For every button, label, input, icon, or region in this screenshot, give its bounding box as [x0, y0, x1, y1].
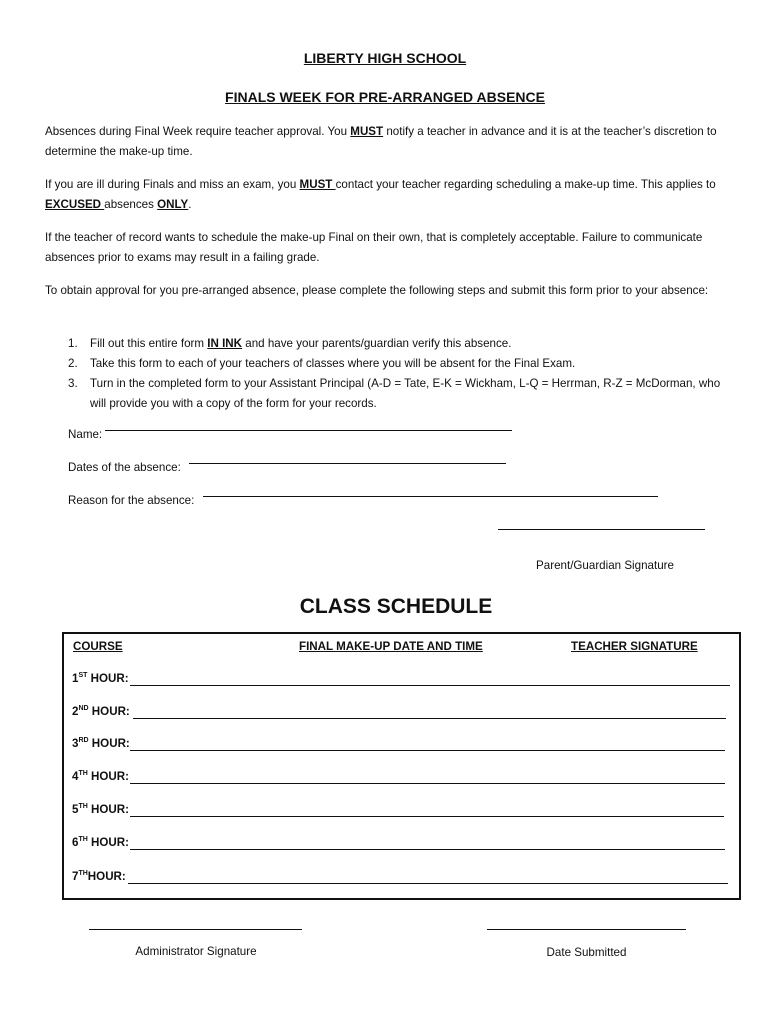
text-run: absences: [104, 198, 158, 211]
hour-number: 5: [72, 803, 79, 816]
hour-1-field[interactable]: [130, 685, 730, 686]
reason-field-label: Reason for the absence:: [68, 494, 195, 507]
hour-text: HOUR:: [87, 836, 130, 849]
parent-signature-label: Parent/Guardian Signature: [536, 559, 674, 572]
text-run: Take this form to each of your teachers of classes where you will be absent for the Final Exam.: [90, 357, 576, 370]
form-title: FINALS WEEK FOR PRE-ARRANGED ABSENCE: [225, 89, 545, 105]
hour-4-field[interactable]: [130, 783, 725, 784]
text-run: Absences during Final Week require teacher approval. You: [45, 125, 351, 138]
hour-number: 1: [72, 672, 79, 685]
hour-7-label: [72, 870, 126, 883]
hour-3-field[interactable]: [130, 750, 725, 751]
class-schedule-table: [62, 632, 741, 900]
name-field-label: Name:: [68, 428, 103, 441]
parent-signature-field[interactable]: [498, 529, 705, 530]
dates-field-label: Dates of the absence:: [68, 461, 181, 474]
date-submitted-label: Date Submitted: [546, 946, 627, 959]
dates-field[interactable]: [189, 463, 506, 464]
hour-ordinal: TH: [78, 770, 88, 777]
text-run: .: [188, 198, 192, 211]
administrator-signature-label: Administrator Signature: [135, 945, 257, 958]
hour-ordinal: ND: [78, 705, 89, 712]
hour-text: HOUR:: [87, 803, 130, 816]
hour-ordinal: RD: [78, 737, 89, 744]
text-run: If you are ill during Finals and miss an exam, you: [45, 178, 300, 191]
hour-text: HOUR:: [87, 770, 130, 783]
steps-list: [68, 334, 728, 414]
hour-number: 2: [72, 705, 79, 718]
hour-number: 7: [72, 870, 79, 883]
hour-4-label: [72, 770, 129, 783]
hour-5-field[interactable]: [130, 816, 724, 817]
emphasis-in-ink: IN INK: [207, 337, 243, 350]
name-field[interactable]: [105, 430, 512, 431]
hour-ordinal: TH: [78, 870, 88, 877]
hour-7-field[interactable]: [128, 883, 728, 884]
hour-number: 4: [72, 770, 79, 783]
list-item: [68, 334, 728, 354]
class-schedule-title: CLASS SCHEDULE: [299, 595, 493, 618]
hour-3-label: [72, 737, 130, 750]
column-teacher-signature: TEACHER SIGNATURE: [571, 640, 698, 653]
hour-1-label: [72, 672, 129, 685]
hour-ordinal: TH: [78, 803, 88, 810]
step-number: 2.: [68, 357, 78, 370]
hour-ordinal: TH: [78, 836, 88, 843]
hour-5-label: [72, 803, 129, 816]
paragraph-approval-steps: To obtain approval for you pre-arranged absence, please complete the following steps and submit this form prior to your absence:: [45, 284, 709, 297]
emphasis-excused: EXCUSED: [45, 198, 105, 211]
text-run: contact your teacher regarding scheduling a make-up time. This applies to: [335, 178, 716, 191]
school-name: LIBERTY HIGH SCHOOL: [303, 50, 467, 66]
text-run: Fill out this entire form: [90, 337, 208, 350]
hour-2-label: [72, 705, 130, 718]
hour-number: 6: [72, 836, 79, 849]
step-number: 1.: [68, 337, 78, 350]
column-makeup-date: FINAL MAKE-UP DATE AND TIME: [299, 640, 483, 653]
text-run: Turn in the completed form to your Assistant Principal (A-D = Tate, E-K = Wickham, L-Q = Herrman, R-Z = McDorman, who will provide you with a copy of the form for your records.: [90, 377, 721, 410]
hour-6-label: [72, 836, 129, 849]
emphasis-must: MUST: [350, 125, 384, 138]
hour-text: HOUR:: [87, 672, 129, 685]
hour-2-field[interactable]: [133, 718, 726, 719]
emphasis-must: MUST: [299, 178, 336, 191]
paragraph-teacher-of-record: If the teacher of record wants to schedule the make-up Final on their own, that is completely acceptable. Failure to communicate absences prior to exams may result in a failing grade.: [45, 231, 703, 264]
administrator-signature-field[interactable]: [89, 929, 302, 930]
date-submitted-field[interactable]: [487, 929, 686, 930]
column-course: COURSE: [73, 640, 123, 653]
hour-number: 3: [72, 737, 79, 750]
hour-ordinal: ST: [78, 672, 88, 679]
hour-text: HOUR:: [88, 705, 130, 718]
text-run: and have your parents/guardian verify this absence.: [242, 337, 512, 350]
reason-field[interactable]: [203, 496, 658, 497]
emphasis-only: ONLY: [157, 198, 189, 211]
hour-text: HOUR:: [88, 737, 130, 750]
paragraph-ill: [45, 175, 735, 215]
step-number: 3.: [68, 377, 78, 390]
list-item: [68, 354, 728, 374]
hour-6-field[interactable]: [130, 849, 725, 850]
paragraph-approval: [45, 122, 735, 162]
text-run: notify a teacher in advance and it is at the teacher’s discretion to determine the make-up time.: [45, 125, 717, 158]
list-item: [68, 374, 728, 414]
hour-text: HOUR:: [87, 870, 126, 883]
